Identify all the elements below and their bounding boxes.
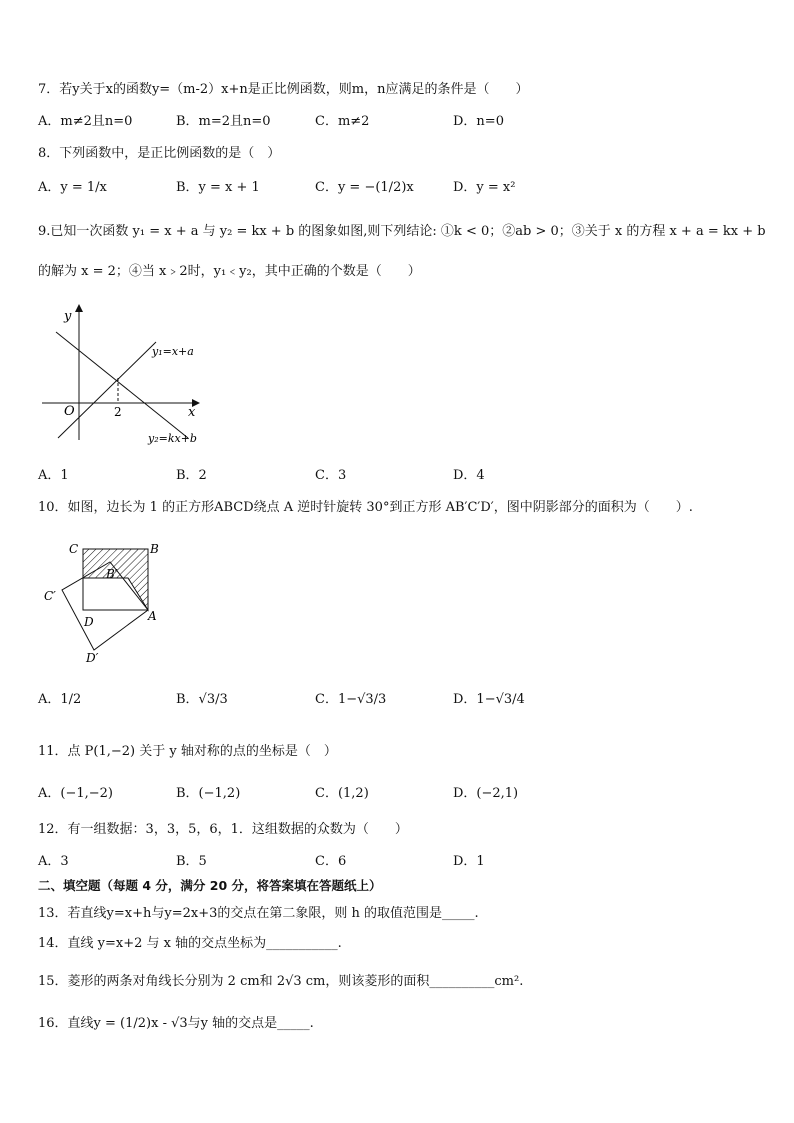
q10-label-d-prime: D′ <box>86 651 99 665</box>
q8-option-a: A．y = 1/x <box>38 180 107 195</box>
q10-label-b-prime: B′ <box>106 567 118 581</box>
question-12-stem: 12．有一组数据：3，3，5，6，1．这组数据的众数为（ ） <box>38 822 408 837</box>
question-7-stem: 7．若y关于x的函数y=（m-2）x+n是正比例函数，则m，n应满足的条件是（ ） <box>38 82 529 97</box>
q12-option-d: D．1 <box>453 854 485 869</box>
q11-option-a: A．(−1,−2) <box>38 786 113 801</box>
q10-label-a: A <box>148 609 157 623</box>
q9-graph-figure <box>38 300 208 450</box>
question-9-stem-line2: 的解为 x = 2；④当 x﹥2时，y₁﹤y₂，其中正确的个数是（ ） <box>38 264 421 279</box>
q9-line2-label: y₂=kx+b <box>148 432 197 445</box>
q10-option-b: B．√3/3 <box>176 692 228 707</box>
question-10-stem: 10．如图，边长为 1 的正方形ABCD绕点 A 逆时针旋转 30°到正方形 AB′C′D′，图中阴影部分的面积为（ ）. <box>38 500 693 515</box>
q10-label-b: B <box>150 542 159 556</box>
question-11-stem: 11．点 P(1,−2) 关于 y 轴对称的点的坐标是（ ） <box>38 744 337 759</box>
q8-option-d: D．y = x² <box>453 180 516 195</box>
q9-line1-label: y₁=x+a <box>152 345 194 358</box>
q7-option-d: D．n=0 <box>453 114 504 129</box>
q9-axis-x-label: x <box>188 405 196 420</box>
q11-option-b: B．(−1,2) <box>176 786 241 801</box>
q9-tick-2-label: 2 <box>114 405 122 419</box>
q7-option-a: A．m≠2且n=0 <box>38 114 133 129</box>
q10-square-figure <box>38 536 178 668</box>
question-16-stem: 16．直线y = (1/2)x - √3与y 轴的交点是_____. <box>38 1016 314 1031</box>
q10-option-a: A．1/2 <box>38 692 82 707</box>
q8-option-c: C．y = −(1/2)x <box>315 180 414 195</box>
question-15-stem: 15．菱形的两条对角线长分别为 2 cm和 2√3 cm，则该菱形的面积__________cm². <box>38 974 524 989</box>
q12-option-a: A．3 <box>38 854 69 869</box>
q7-option-c: C．m≠2 <box>315 114 370 129</box>
q9-option-a: A．1 <box>38 468 69 483</box>
q7-option-b: B．m=2且n=0 <box>176 114 271 129</box>
question-9-stem-line1: 9.已知一次函数 y₁ = x + a 与 y₂ = kx + b 的图象如图,则下列结论: ①k < 0；②ab > 0；③关于 x 的方程 x + a = kx + b <box>38 224 766 239</box>
q10-option-c: C．1−√3/3 <box>315 692 387 707</box>
q9-option-b: B．2 <box>176 468 207 483</box>
q10-option-d: D．1−√3/4 <box>453 692 525 707</box>
q9-option-d: D．4 <box>453 468 485 483</box>
q10-label-c: C <box>69 542 79 556</box>
q11-option-d: D．(−2,1) <box>453 786 519 801</box>
question-14-stem: 14．直线 y=x+2 与 x 轴的交点坐标为___________. <box>38 936 342 951</box>
q12-option-b: B．5 <box>176 854 207 869</box>
q11-option-c: C．(1,2) <box>315 786 369 801</box>
q9-option-c: C．3 <box>315 468 347 483</box>
question-13-stem: 13．若直线y=x+h与y=2x+3的交点在第二象限，则 h 的取值范围是_____. <box>38 906 479 921</box>
q8-option-b: B．y = x + 1 <box>176 180 260 195</box>
q10-label-d: D <box>84 615 94 629</box>
q9-line-y1 <box>58 342 156 438</box>
section-2-heading: 二、填空题（每题 4 分，满分 20 分，将答案填在答题纸上） <box>38 878 382 893</box>
q9-axis-y-label: y <box>64 309 72 324</box>
q12-option-c: C．6 <box>315 854 347 869</box>
question-8-stem: 8．下列函数中，是正比例函数的是（ ） <box>38 146 281 161</box>
q9-origin-label: O <box>64 404 75 419</box>
q10-label-c-prime: C′ <box>44 589 56 603</box>
